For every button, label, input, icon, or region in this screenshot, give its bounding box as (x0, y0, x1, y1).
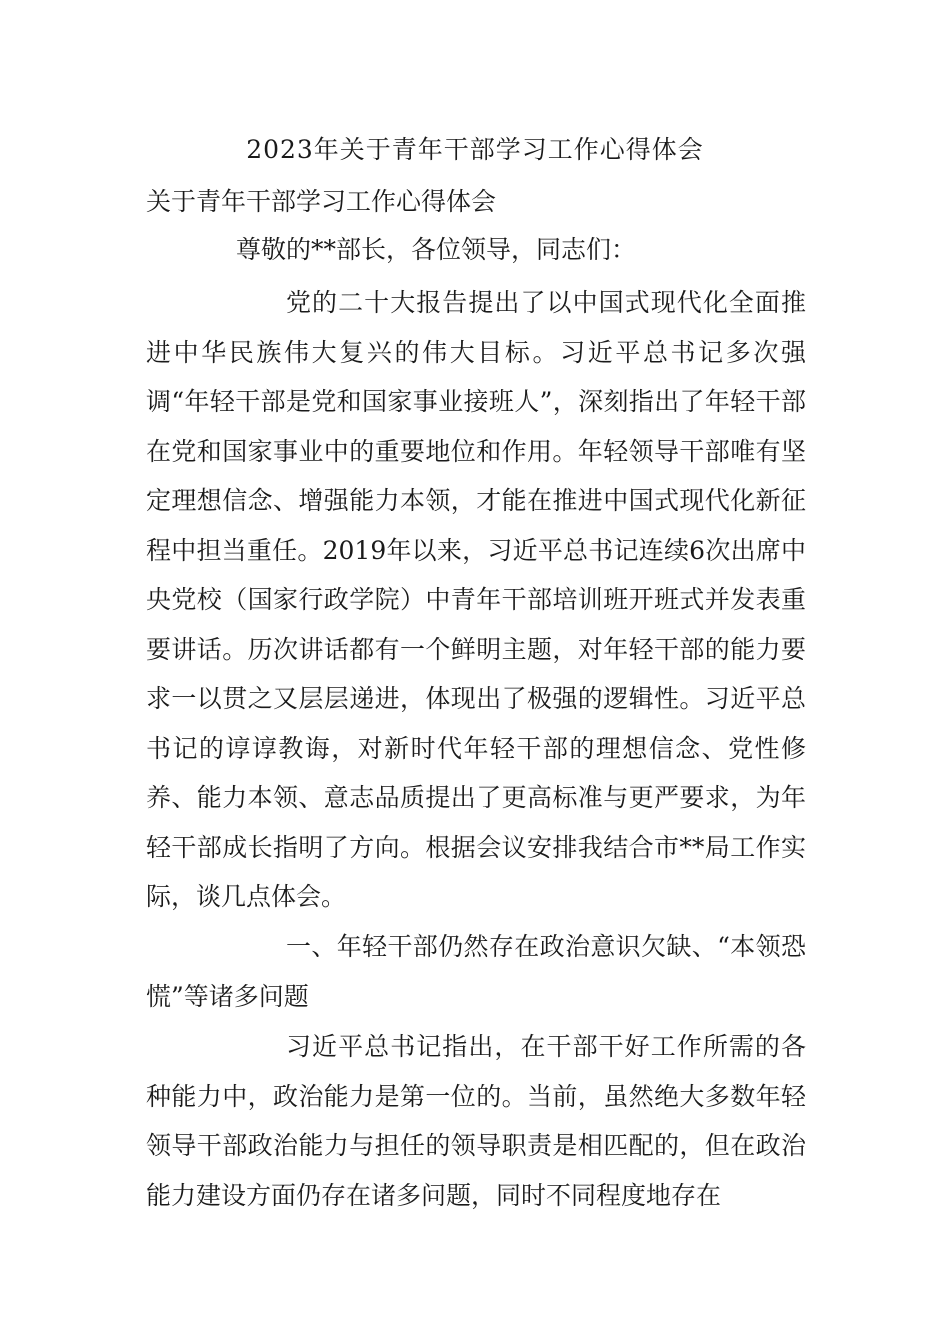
document-title: 2023年关于青年干部学习工作心得体会 (246, 135, 704, 164)
body-paragraph-1: 党的二十大报告提出了以中国式现代化全面推进中华民族伟大复兴的伟大目标。习近平总书记多次强调“年轻干部是党和国家事业接班人”，深刻指出了年轻干部在党和国家事业中的重要地位和作用。年轻领导干部唯有坚定理想信念、增强能力本领，才能在推进中国式现代化新征程中担当重任。2019年以来，习近平总书记连续6次出席中央党校（国家行政学院）中青年干部培训班开班式并发表重要讲话。历次讲话都有一个鲜明主题，对年轻干部的能力要求一以贯之又层层递进，体现出了极强的逻辑性。习近平总书记的谆谆教诲，对新时代年轻干部的理想信念、党性修养、能力本领、意志品质提出了更高标准与更严要求，为年轻干部成长指明了方向。根据会议安排我结合市**局工作实际，谈几点体会。 (146, 288, 806, 911)
document-subtitle: 关于青年干部学习工作心得体会 (146, 187, 497, 216)
body-paragraph-2: 习近平总书记指出，在干部干好工作所需的各种能力中，政治能力是第一位的。当前，虽然绝大多数年轻领导干部政治能力与担任的领导职责是相匹配的，但在政治能力建设方面仍存在诸多问题，同时不同程度地存在 (146, 1032, 806, 1210)
salutation: 尊敬的**部长，各位领导，同志们： (236, 235, 637, 264)
section-heading-1: 一、年轻干部仍然存在政治意识欠缺、“本领恐慌”等诸多问题 (146, 932, 806, 1011)
